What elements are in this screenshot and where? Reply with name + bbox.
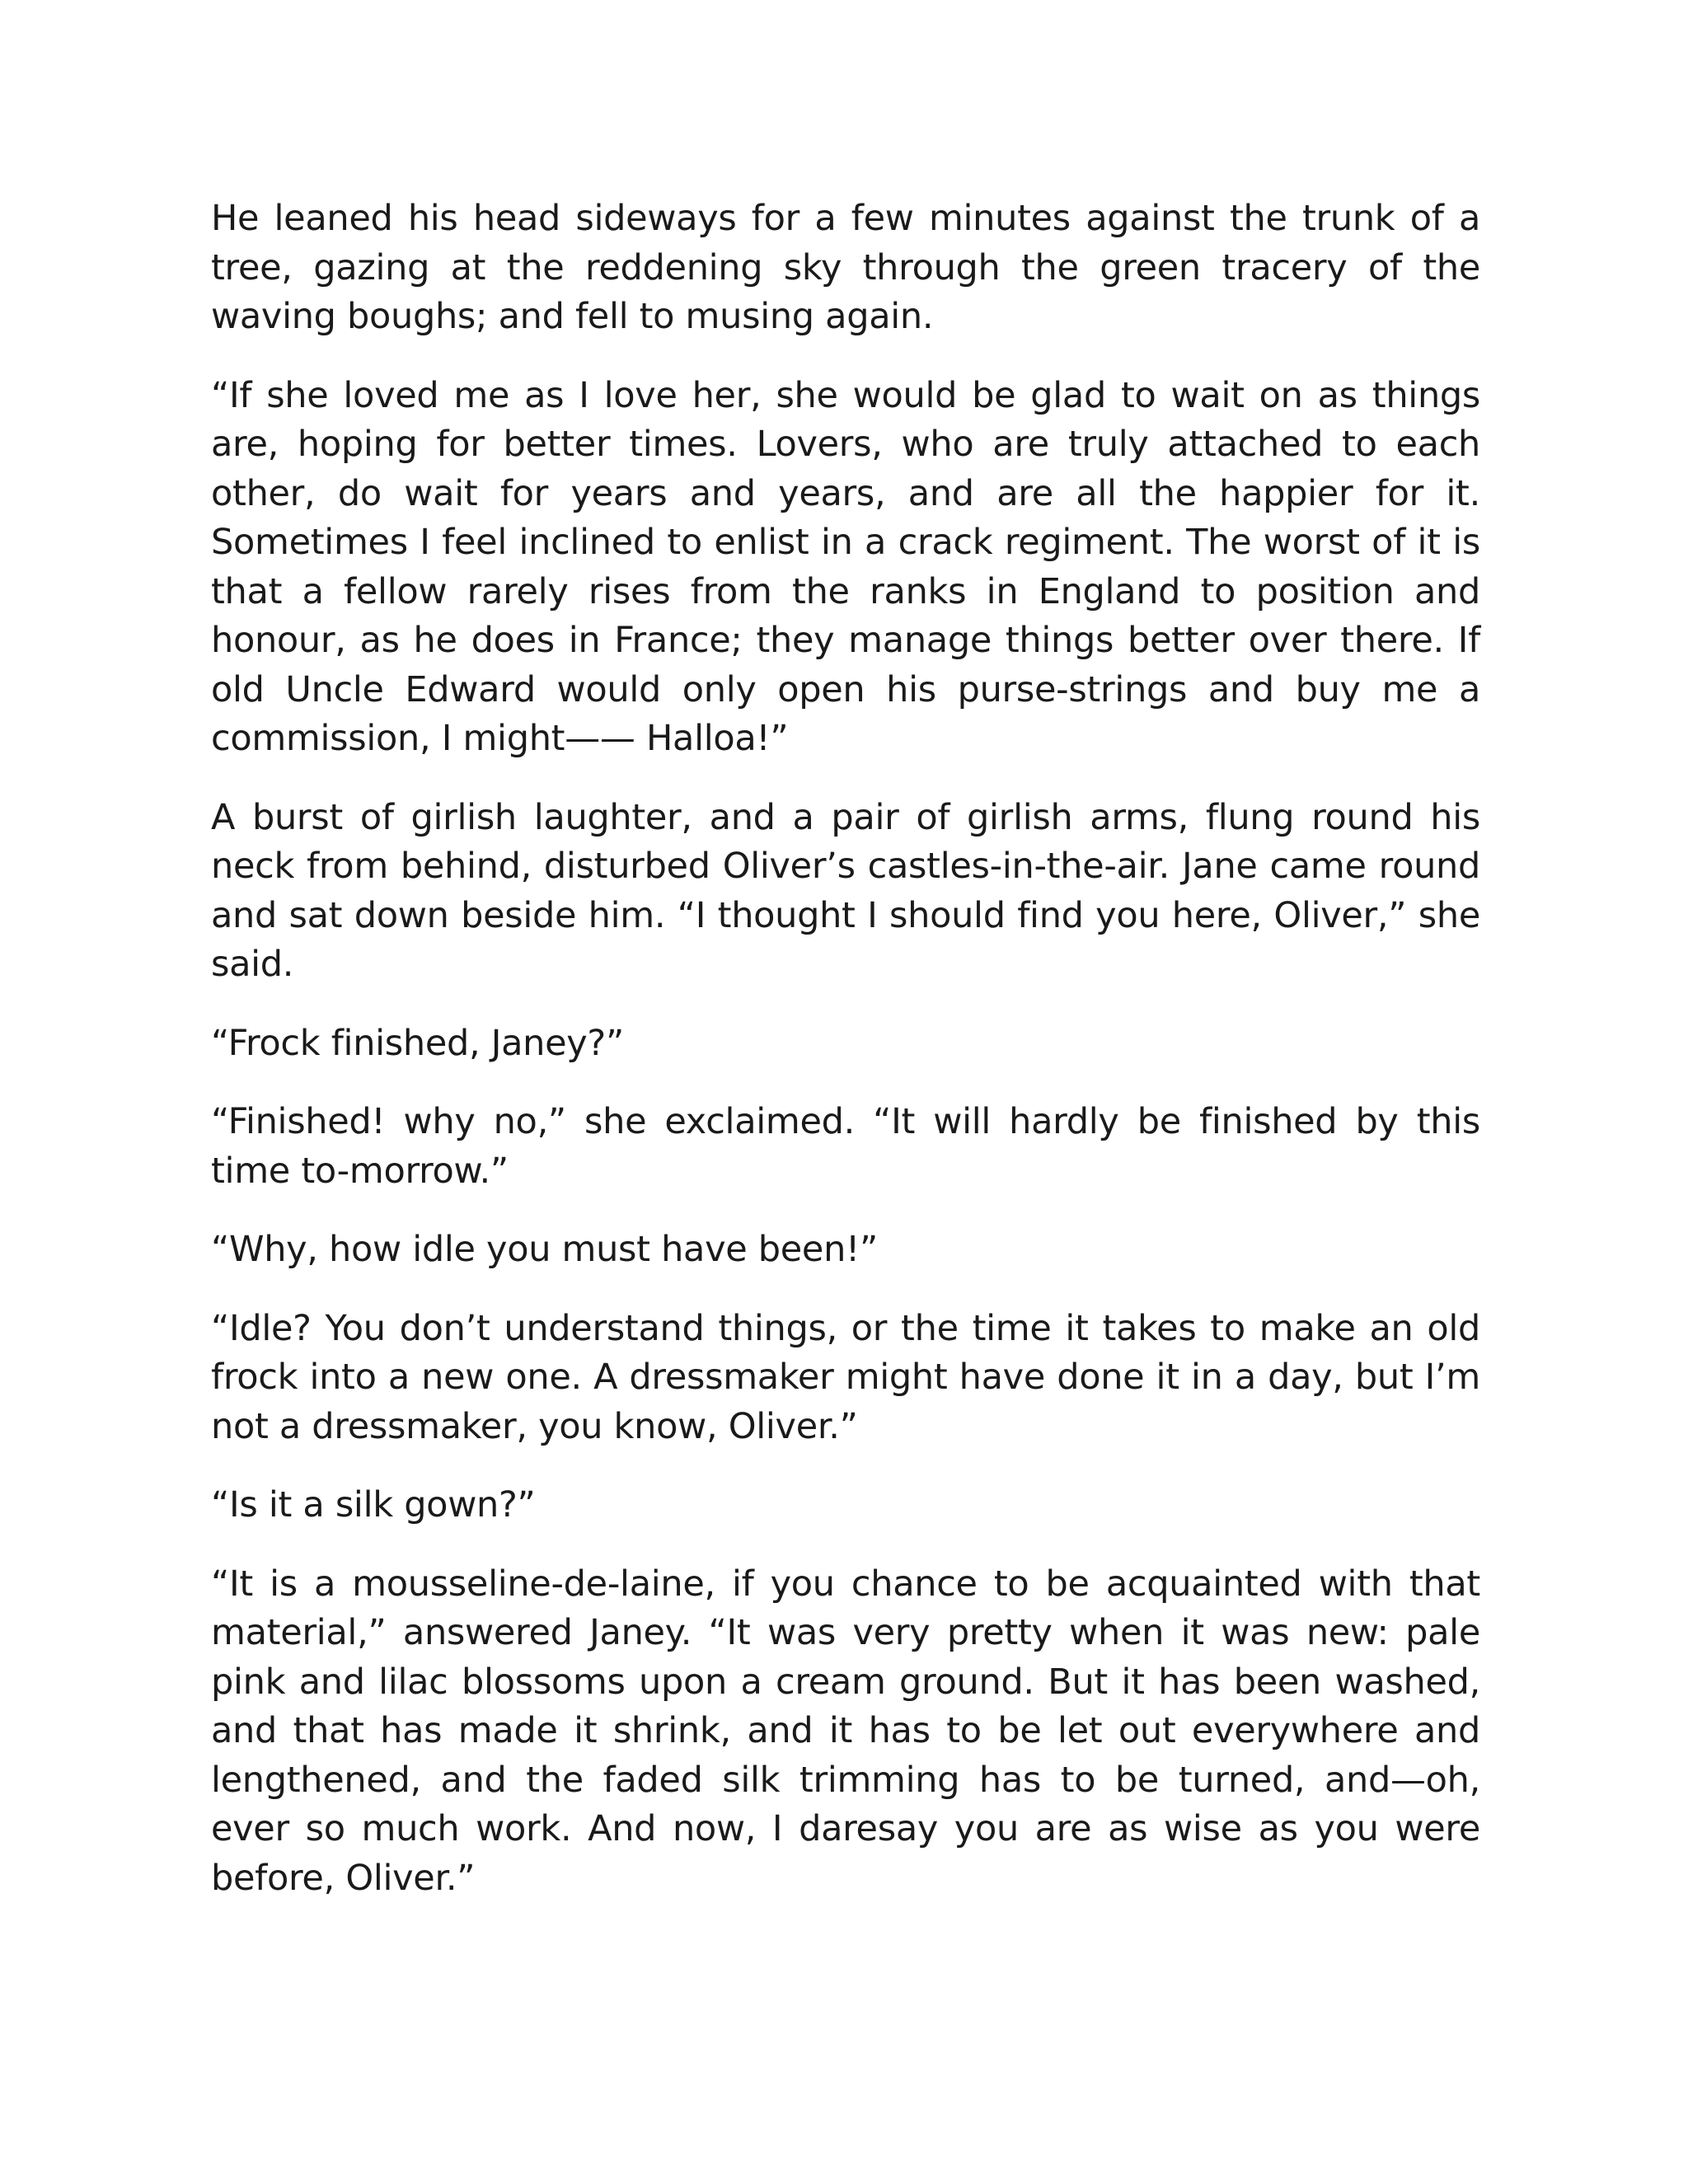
paragraph-8: “Is it a silk gown?” <box>211 1484 536 1526</box>
paragraph-7: “Idle? You don’t understand things, or the time it takes to make an old frock into a new one. A dressmaker might have done it in a day, but I’m not a dressmaker, you know, Oliver.” <box>211 1307 1480 1447</box>
paragraph-5: “Finished! why no,” she exclaimed. “It will hardly be finished by this time to-morrow.” <box>211 1101 1480 1192</box>
paragraph-4: “Frock finished, Janey?” <box>211 1022 624 1064</box>
paragraph-9: “It is a mousseline-de-laine, if you chance to be acquainted with that material,” answered Janey. “It was very pretty when it was new: pale pink and lilac blossoms upon a cream ground. But it has been washed, and that has made it shrink, and it has to be let out everywhere and lengthened, and the faded silk trimming has to be turned, and—oh, ever so much work. And now, I daresay you are as wise as you were before, Oliver.” <box>211 1563 1480 1899</box>
body-text <box>211 194 1480 1933</box>
paragraph-6: “Why, how idle you must have been!” <box>211 1229 878 1270</box>
paragraph-1: He leaned his head sideways for a few minutes against the trunk of a tree, gazing at the reddening sky through the green tracery of the waving boughs; and fell to musing again. <box>211 198 1480 337</box>
paragraph-3: A burst of girlish laughter, and a pair of girlish arms, flung round his neck from behind, disturbed Oliver’s castles-in-the-air. Jane came round and sat down beside him. “I thought I should find you here, Oliver,” she said. <box>211 796 1480 985</box>
paragraph-2: “If she loved me as I love her, she would be glad to wait on as things are, hoping for better times. Lovers, who are truly attached to each other, do wait for years and years, and are all the happier for it. Sometimes I feel inclined to enlist in a crack regiment. The worst of it is that a fellow rarely rises from the ranks in England to position and honour, as he does in France; they manage things better over there. If old Uncle Edward would only open his purse-strings and buy me a commission, I might—— Halloa!” <box>211 374 1480 759</box>
